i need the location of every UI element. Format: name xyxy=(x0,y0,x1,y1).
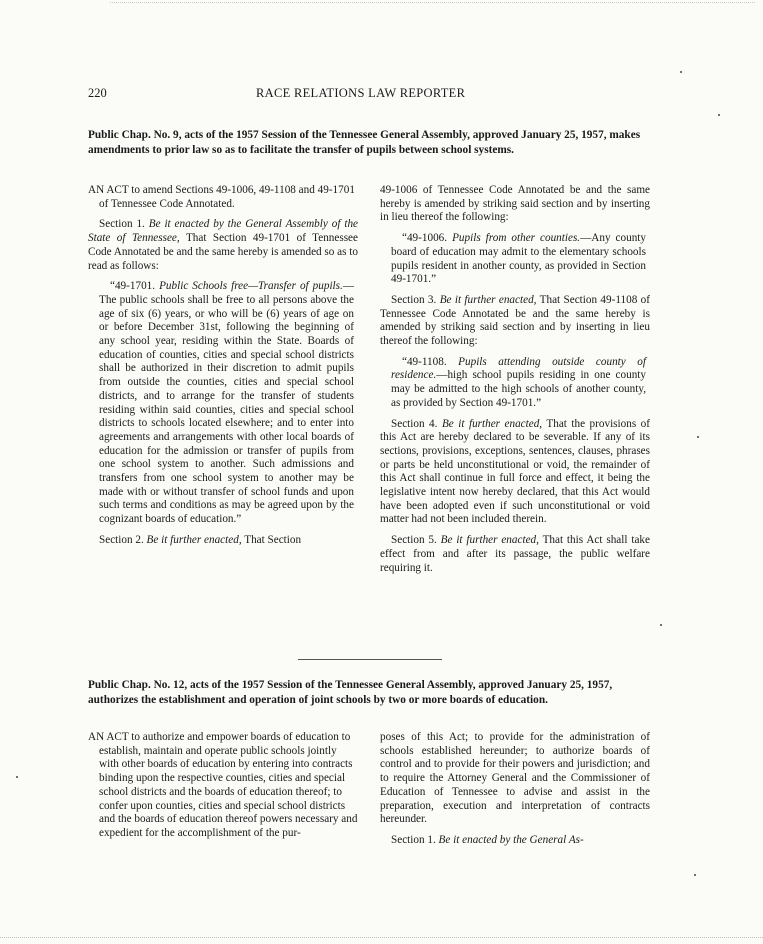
scan-speck xyxy=(697,436,699,438)
enacting-clause: Be it enacted by the General As- xyxy=(438,833,584,846)
section-label: Section 3. xyxy=(391,293,437,306)
section-divider xyxy=(298,659,442,660)
section-label: Section 1. xyxy=(391,833,436,846)
act2-column-right xyxy=(380,731,650,855)
quote-number: “49-1701. xyxy=(110,280,156,293)
act2-section-1-start xyxy=(380,834,650,848)
act2-column-left xyxy=(88,731,358,848)
quote-number: “49-1108. xyxy=(402,355,447,368)
enacting-clause: Be it further enacted, xyxy=(440,534,539,547)
act1-column-left xyxy=(88,184,358,555)
quoted-section-49-1701 xyxy=(88,280,358,527)
act1-section-1 xyxy=(88,218,358,273)
act2-heading: Public Chap. No. 12, acts of the 1957 Session of the Tennessee General Assembly, approved January 25, 1957, authorizes the establishment and operation of joint schools by two or more boards of education. xyxy=(88,679,613,706)
quote-heading: Public Schools free—Transfer of pupils. xyxy=(159,280,343,293)
quoted-section-49-1108 xyxy=(380,356,650,411)
scan-speck xyxy=(660,624,662,626)
act1-title: AN ACT to amend Sections 49-1006, 49-1108 and 49-1701 of Tennessee Code Annotated. xyxy=(88,184,355,210)
act2-title-continued: poses of this Act; to provide for the administration of schools established hereunder; to authorize boards of control and to provide for their powers and jurisdiction; and to require the Attorney General and the Commissioner of Education of Tennessee to advise and assist in the preparation, execution and interpretation of contracts hereunder. xyxy=(380,731,650,826)
bottom-edge-artifact xyxy=(0,937,763,938)
enacting-clause: Be it further enacted, xyxy=(439,293,537,306)
section-text: That Section xyxy=(244,533,302,546)
act1-column-right xyxy=(380,184,650,582)
section-label: Section 5. xyxy=(391,534,437,547)
section-label: Section 2. xyxy=(99,533,144,546)
scan-speck xyxy=(680,71,682,73)
section-label: Section 1. xyxy=(99,218,145,231)
running-title: RACE RELATIONS LAW REPORTER xyxy=(256,86,466,100)
top-edge-artifact xyxy=(110,2,755,3)
page-header xyxy=(88,86,648,104)
section-text: That Section 49-1701 of Tennessee Code Annotated be and the same hereby is amended so as to read as follows: xyxy=(88,232,358,272)
scan-speck xyxy=(16,776,18,778)
section-text: That Section 49-1108 of Tennessee Code Annotated be and the same hereby is amended by striking said section and by inserting in lieu thereof the following: xyxy=(380,293,650,348)
enacting-clause: Be it enacted by the General Assembly of the State of Tennessee, xyxy=(88,218,359,245)
act1-section-2-continued: 49-1006 of Tennessee Code Annotated be and the same hereby is amended by striking said section and by inserting in lieu thereof the following: xyxy=(380,184,650,224)
quote-heading: Pupils from other counties. xyxy=(452,232,581,245)
scan-speck xyxy=(694,874,696,876)
act1-section-2-start xyxy=(88,534,358,548)
act1-heading: Public Chap. No. 9, acts of the 1957 Session of the Tennessee General Assembly, approved January 25, 1957, makes amendments to prior law so as to facilitate the transfer of pupils between school systems. xyxy=(88,129,641,156)
act2-title: AN ACT to authorize and empower boards of education to establish, maintain and operate public schools jointly with other boards of education by entering into contracts binding upon the respective counties, cities and special school districts and the boards of education thereof; to confer upon counties, cities and special school districts and the boards of education thereof powers necessary and expedient for the accomplishment of the pur- xyxy=(88,731,358,839)
section-text: That the provisions of this Act are hereby declared to be severable. If any of its sections, provisions, exceptions, sentences, clauses, phrases or parts be held unconstitutional or void, the remainder of this Act shall continue in full force and effect, it being the legislative intent now hereby declared, that this Act would have been adopted even if such unconstitutional or void matter had not been included therein. xyxy=(380,417,650,526)
page-number: 220 xyxy=(88,86,107,100)
section-label: Section 4. xyxy=(391,417,438,430)
quote-text: —The public schools shall be free to all persons above the age of six (6) years, or who will be (6) years of age on or before December 31st, following the beginning of any school year, residing within the State. Boards of education of counties, cities and special school districts shall be authorized in their discretion to admit pupils from outside the counties, cities and special school districts, and to arrange for the transfer of students residing within said counties, cities and special school districts to schools located elsewhere; and to enter into agreements and arrangements with other local boards of education for the admission or transfer of pupils from one school system to another. Such admissions and transfers from one school system to another may be made with or without transfer of school funds and upon such terms and conditions as may be agreed upon by the cognizant boards of education.” xyxy=(99,280,354,526)
enacting-clause: Be it further enacted, xyxy=(441,417,543,430)
act1-section-3 xyxy=(380,294,650,349)
quote-heading: Pupils attending outside county of residence. xyxy=(391,355,646,382)
scan-speck xyxy=(718,114,720,116)
act1-section-4 xyxy=(380,418,650,528)
enacting-clause: Be it further enacted, xyxy=(146,533,242,546)
quote-number: “49-1006. xyxy=(402,232,448,245)
quoted-section-49-1006 xyxy=(380,232,650,287)
quote-text: —Any county board of education may admit to the elementary schools pupils resident in another county, as provided in Section 49-1701.” xyxy=(391,232,646,286)
act1-section-5 xyxy=(380,534,650,575)
section-text: That this Act shall take effect from and after its passage, the public welfare requiring it. xyxy=(380,534,650,574)
quote-text: —high school pupils residing in one county may be admitted to the high schools of another county, as provided by Section 49-1701.” xyxy=(391,369,646,409)
